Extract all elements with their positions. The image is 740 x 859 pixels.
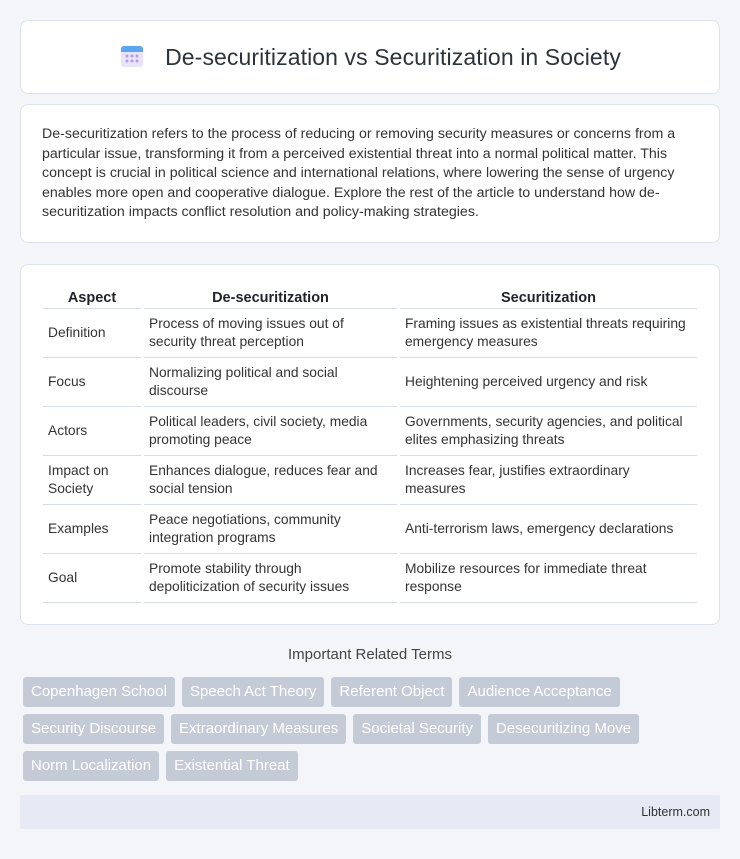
related-term-tag[interactable]: Speech Act Theory <box>182 677 324 707</box>
row-securitization: Mobilize resources for immediate threat response <box>400 554 697 603</box>
title-card <box>20 20 720 94</box>
row-aspect: Goal <box>43 554 141 603</box>
footer <box>20 795 720 829</box>
intro-card <box>20 104 720 243</box>
row-aspect: Focus <box>43 358 141 407</box>
comparison-card <box>20 264 720 625</box>
table-row <box>43 456 697 505</box>
comparison-table <box>40 281 700 603</box>
row-de-securitization: Process of moving issues out of security threat perception <box>144 309 397 358</box>
row-de-securitization: Political leaders, civil society, media promoting peace <box>144 407 397 456</box>
related-term-tag[interactable]: Security Discourse <box>23 714 164 744</box>
page-title: De-securitization vs Securitization in Society <box>165 43 621 70</box>
row-de-securitization: Promote stability through depoliticization of security issues <box>144 554 397 603</box>
row-de-securitization: Peace negotiations, community integration programs <box>144 505 397 554</box>
related-term-tag[interactable]: Referent Object <box>331 677 452 707</box>
table-row <box>43 407 697 456</box>
related-term-tag[interactable]: Desecuritizing Move <box>488 714 639 744</box>
row-aspect: Impact on Society <box>43 456 141 505</box>
row-securitization: Framing issues as existential threats requiring emergency measures <box>400 309 697 358</box>
row-securitization: Governments, security agencies, and political elites emphasizing threats <box>400 407 697 456</box>
table-row <box>43 309 697 358</box>
header-securitization: Securitization <box>400 281 697 309</box>
table-row <box>43 554 697 603</box>
table-row <box>43 358 697 407</box>
related-term-tag[interactable]: Copenhagen School <box>23 677 175 707</box>
related-term-tag[interactable]: Norm Localization <box>23 751 159 781</box>
calendar-grid-icon <box>119 43 145 69</box>
related-terms-list <box>23 677 723 781</box>
footer-site-link[interactable]: Libterm.com <box>641 805 710 819</box>
row-securitization: Increases fear, justifies extraordinary measures <box>400 456 697 505</box>
row-de-securitization: Normalizing political and social discourse <box>144 358 397 407</box>
table-header-row <box>43 281 697 309</box>
header-de-securitization: De-securitization <box>144 281 397 309</box>
header-aspect: Aspect <box>43 281 141 309</box>
row-aspect: Examples <box>43 505 141 554</box>
row-securitization: Anti-terrorism laws, emergency declarations <box>400 505 697 554</box>
related-term-tag[interactable]: Societal Security <box>353 714 481 744</box>
table-row <box>43 505 697 554</box>
related-term-tag[interactable]: Extraordinary Measures <box>171 714 346 744</box>
intro-paragraph: De-securitization refers to the process of reducing or removing security measures or concerns from a particular issue, transforming it from a perceived existential threat into a normal political matter. This concept is crucial in political science and international relations, where lowering the sense of urgency enables more open and cooperative dialogue. Explore the rest of the article to understand how de-securitization impacts conflict resolution and policy-making strategies. <box>42 126 676 221</box>
row-aspect: Definition <box>43 309 141 358</box>
row-aspect: Actors <box>43 407 141 456</box>
row-de-securitization: Enhances dialogue, reduces fear and social tension <box>144 456 397 505</box>
related-term-tag[interactable]: Existential Threat <box>166 751 298 781</box>
related-terms-heading: Important Related Terms <box>288 646 452 663</box>
related-term-tag[interactable]: Audience Acceptance <box>459 677 619 707</box>
row-securitization: Heightening perceived urgency and risk <box>400 358 697 407</box>
